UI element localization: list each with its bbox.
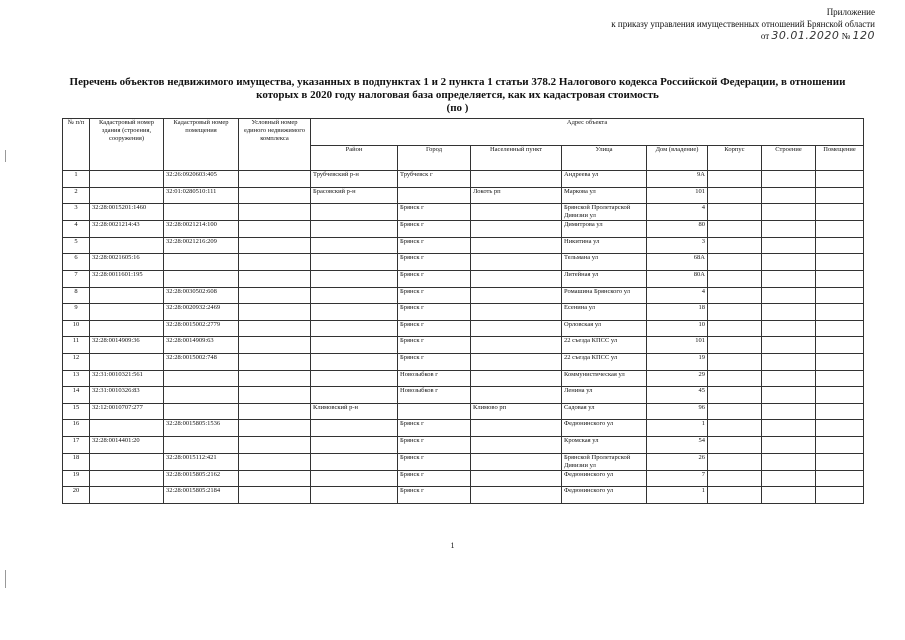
cell-num: 13	[63, 370, 90, 387]
cell-stroenie	[762, 470, 816, 487]
table-row	[63, 304, 864, 321]
cell-premise-cadastral: 32:28:0014909:63	[164, 337, 239, 354]
cell-district	[311, 221, 398, 238]
cell-premise-cadastral	[164, 436, 239, 453]
cell-stroenie	[762, 254, 816, 271]
cell-house: 18	[647, 304, 708, 321]
cell-district: Брасовский р-н	[311, 187, 398, 204]
cell-premise-cadastral: 32:01:0280510:111	[164, 187, 239, 204]
margin-mark	[5, 150, 6, 162]
cell-pomeshchenie	[816, 453, 864, 470]
cell-building-cadastral: 32:28:0021214:43	[90, 221, 164, 238]
cell-city: Брянск г	[398, 221, 471, 238]
cell-street: Ромашина Брянского ул	[562, 287, 647, 304]
cell-district	[311, 387, 398, 404]
cell-building-cadastral: 32:31:0010321:561	[90, 370, 164, 387]
cell-city: Новозыбков г	[398, 370, 471, 387]
cell-num: 10	[63, 320, 90, 337]
table-row	[63, 221, 864, 238]
cell-stroenie	[762, 436, 816, 453]
cell-district	[311, 420, 398, 437]
cell-pomeshchenie	[816, 287, 864, 304]
cell-korpus	[708, 487, 762, 504]
cell-city: Брянск г	[398, 270, 471, 287]
cell-pomeshchenie	[816, 320, 864, 337]
table-row	[63, 387, 864, 404]
cell-house: 1	[647, 487, 708, 504]
cell-complex-number	[239, 353, 311, 370]
cell-city: Трубчевск г	[398, 171, 471, 188]
cell-korpus	[708, 436, 762, 453]
cell-complex-number	[239, 436, 311, 453]
cell-complex-number	[239, 453, 311, 470]
table-row	[63, 337, 864, 354]
cell-stroenie	[762, 171, 816, 188]
table-row	[63, 470, 864, 487]
cell-street: Федюнинского ул	[562, 470, 647, 487]
cell-num: 18	[63, 453, 90, 470]
cell-premise-cadastral	[164, 403, 239, 420]
cell-num: 20	[63, 487, 90, 504]
cell-street: Брянской Пролетарской Дивизии ул	[562, 204, 647, 221]
cell-num: 15	[63, 403, 90, 420]
cell-street: Никитина ул	[562, 237, 647, 254]
cell-pomeshchenie	[816, 304, 864, 321]
cell-street: Есенина ул	[562, 304, 647, 321]
cell-district	[311, 353, 398, 370]
cell-street: Димитрова ул	[562, 221, 647, 238]
cell-korpus	[708, 187, 762, 204]
cell-house: 7	[647, 470, 708, 487]
cell-building-cadastral: 32:31:0010326:83	[90, 387, 164, 404]
cell-street: Литейная ул	[562, 270, 647, 287]
cell-city: Брянск г	[398, 320, 471, 337]
cell-complex-number	[239, 187, 311, 204]
cell-city	[398, 187, 471, 204]
header-locality: Населенный пункт	[471, 146, 562, 171]
cell-korpus	[708, 221, 762, 238]
cell-premise-cadastral: 32:28:0015805:1536	[164, 420, 239, 437]
cell-complex-number	[239, 487, 311, 504]
cell-building-cadastral	[90, 171, 164, 188]
cell-pomeshchenie	[816, 387, 864, 404]
cell-complex-number	[239, 403, 311, 420]
cell-house: 45	[647, 387, 708, 404]
number-sign: №	[841, 31, 851, 41]
header-house: Дом (владение)	[647, 146, 708, 171]
handwritten-number: 120	[852, 29, 875, 42]
cell-stroenie	[762, 237, 816, 254]
cell-city: Брянск г	[398, 237, 471, 254]
cell-house: 9А	[647, 171, 708, 188]
cell-korpus	[708, 337, 762, 354]
cell-stroenie	[762, 287, 816, 304]
cell-house: 4	[647, 287, 708, 304]
table-row	[63, 403, 864, 420]
cell-stroenie	[762, 270, 816, 287]
cell-stroenie	[762, 304, 816, 321]
cell-pomeshchenie	[816, 420, 864, 437]
cell-house: 10	[647, 320, 708, 337]
cell-stroenie	[762, 403, 816, 420]
cell-building-cadastral	[90, 187, 164, 204]
cell-district	[311, 320, 398, 337]
cell-district: Климовский р-н	[311, 403, 398, 420]
header-building-cadastral: Кадастровый номер здания (строения, сооружения)	[90, 119, 164, 171]
cell-premise-cadastral: 32:28:0030502:608	[164, 287, 239, 304]
header-city: Город	[398, 146, 471, 171]
cell-stroenie	[762, 320, 816, 337]
cell-street: Федюнинского ул	[562, 487, 647, 504]
cell-complex-number	[239, 270, 311, 287]
cell-stroenie	[762, 370, 816, 387]
cell-premise-cadastral: 32:28:0020932:2469	[164, 304, 239, 321]
cell-building-cadastral: 32:28:0014401:20	[90, 436, 164, 453]
cell-district	[311, 436, 398, 453]
cell-house: 26	[647, 453, 708, 470]
cell-district	[311, 270, 398, 287]
title-line-2: которых в 2020 году налоговая база определяется, как их кадастровая стоимость	[256, 89, 659, 101]
cell-num: 5	[63, 237, 90, 254]
cell-stroenie	[762, 353, 816, 370]
cell-complex-number	[239, 370, 311, 387]
cell-premise-cadastral: 32:28:0021214:100	[164, 221, 239, 238]
table-row	[63, 353, 864, 370]
cell-complex-number	[239, 287, 311, 304]
table-row	[63, 287, 864, 304]
cell-locality	[471, 436, 562, 453]
cell-district	[311, 304, 398, 321]
cell-building-cadastral	[90, 320, 164, 337]
cell-complex-number	[239, 254, 311, 271]
order-reference: к приказу управления имущественных отношений Брянской области	[611, 19, 875, 29]
cell-complex-number	[239, 420, 311, 437]
cell-house: 54	[647, 436, 708, 453]
appendix-note	[611, 6, 875, 42]
cell-complex-number	[239, 237, 311, 254]
cell-street: Садовая ул	[562, 403, 647, 420]
margin-mark	[5, 570, 6, 588]
cell-complex-number	[239, 204, 311, 221]
table-row	[63, 254, 864, 271]
cell-building-cadastral	[90, 470, 164, 487]
cell-premise-cadastral	[164, 270, 239, 287]
cell-street: 22 съезда КПСС ул	[562, 337, 647, 354]
cell-house: 29	[647, 370, 708, 387]
cell-num: 8	[63, 287, 90, 304]
cell-korpus	[708, 270, 762, 287]
cell-building-cadastral: 32:28:0015201:1460	[90, 204, 164, 221]
cell-locality	[471, 270, 562, 287]
cell-premise-cadastral	[164, 370, 239, 387]
cell-stroenie	[762, 204, 816, 221]
cell-num: 1	[63, 171, 90, 188]
cell-num: 12	[63, 353, 90, 370]
cell-building-cadastral	[90, 420, 164, 437]
cell-korpus	[708, 320, 762, 337]
cell-stroenie	[762, 387, 816, 404]
cell-num: 3	[63, 204, 90, 221]
cell-building-cadastral: 32:28:0014909:36	[90, 337, 164, 354]
cell-district	[311, 487, 398, 504]
cell-premise-cadastral	[164, 204, 239, 221]
cell-city: Брянск г	[398, 420, 471, 437]
header-korpus: Корпус	[708, 146, 762, 171]
cell-building-cadastral	[90, 304, 164, 321]
cell-locality	[471, 204, 562, 221]
cell-street: Брянской Пролетарской Дивизии ул	[562, 453, 647, 470]
cell-premise-cadastral: 32:28:0015805:2184	[164, 487, 239, 504]
cell-stroenie	[762, 453, 816, 470]
cell-complex-number	[239, 387, 311, 404]
cell-premise-cadastral: 32:28:0015112:421	[164, 453, 239, 470]
cell-num: 7	[63, 270, 90, 287]
cell-complex-number	[239, 304, 311, 321]
cell-locality	[471, 287, 562, 304]
cell-locality	[471, 304, 562, 321]
cell-pomeshchenie	[816, 254, 864, 271]
table-row	[63, 187, 864, 204]
cell-building-cadastral	[90, 287, 164, 304]
cell-premise-cadastral	[164, 387, 239, 404]
cell-house: 101	[647, 187, 708, 204]
cell-korpus	[708, 254, 762, 271]
cell-num: 6	[63, 254, 90, 271]
cell-street: Маркова ул	[562, 187, 647, 204]
header-street: Улица	[562, 146, 647, 171]
cell-locality	[471, 320, 562, 337]
cell-locality	[471, 254, 562, 271]
header-stroenie: Строение	[762, 146, 816, 171]
cell-korpus	[708, 387, 762, 404]
table-row	[63, 436, 864, 453]
cell-pomeshchenie	[816, 470, 864, 487]
cell-num: 14	[63, 387, 90, 404]
cell-korpus	[708, 353, 762, 370]
table-row	[63, 171, 864, 188]
cell-complex-number	[239, 221, 311, 238]
property-table	[62, 118, 864, 504]
cell-locality	[471, 420, 562, 437]
cell-premise-cadastral: 32:28:0021216:209	[164, 237, 239, 254]
cell-stroenie	[762, 187, 816, 204]
cell-korpus	[708, 204, 762, 221]
cell-city: Брянск г	[398, 453, 471, 470]
cell-complex-number	[239, 337, 311, 354]
cell-house: 68А	[647, 254, 708, 271]
cell-house: 101	[647, 337, 708, 354]
header-num: № п/п	[63, 119, 90, 171]
cell-num: 11	[63, 337, 90, 354]
table-row	[63, 370, 864, 387]
cell-house: 80	[647, 221, 708, 238]
cell-building-cadastral: 32:28:0021605:16	[90, 254, 164, 271]
cell-house: 19	[647, 353, 708, 370]
cell-stroenie	[762, 487, 816, 504]
header-district: Район	[311, 146, 398, 171]
cell-pomeshchenie	[816, 270, 864, 287]
cell-district	[311, 470, 398, 487]
cell-city: Брянск г	[398, 204, 471, 221]
cell-building-cadastral	[90, 487, 164, 504]
cell-building-cadastral	[90, 237, 164, 254]
cell-street: Федюнинского ул	[562, 420, 647, 437]
cell-locality	[471, 353, 562, 370]
title-line-3: (по )	[446, 102, 469, 114]
cell-district	[311, 204, 398, 221]
header-pomeshchenie: Помещение	[816, 146, 864, 171]
cell-street: Тельмана ул	[562, 254, 647, 271]
table-row	[63, 453, 864, 470]
cell-korpus	[708, 287, 762, 304]
cell-stroenie	[762, 420, 816, 437]
cell-pomeshchenie	[816, 221, 864, 238]
cell-street: Коммунистическая ул	[562, 370, 647, 387]
cell-num: 2	[63, 187, 90, 204]
title-line-1: Перечень объектов недвижимого имущества, указанных в подпунктах 1 и 2 пункта 1 статьи 378.2 Налогового кодекса Российской Федерации, в отношении	[69, 76, 846, 88]
cell-num: 19	[63, 470, 90, 487]
cell-district	[311, 337, 398, 354]
cell-house: 3	[647, 237, 708, 254]
cell-locality	[471, 337, 562, 354]
cell-locality: Климово рп	[471, 403, 562, 420]
cell-locality	[471, 387, 562, 404]
cell-num: 16	[63, 420, 90, 437]
page-number: 1	[450, 541, 455, 550]
cell-locality	[471, 470, 562, 487]
cell-street: Ленина ул	[562, 387, 647, 404]
cell-stroenie	[762, 337, 816, 354]
table-row	[63, 270, 864, 287]
cell-city: Брянск г	[398, 470, 471, 487]
table-row	[63, 237, 864, 254]
table-row	[63, 487, 864, 504]
document-title	[40, 76, 875, 115]
cell-city	[398, 403, 471, 420]
cell-korpus	[708, 304, 762, 321]
cell-pomeshchenie	[816, 237, 864, 254]
cell-complex-number	[239, 171, 311, 188]
cell-stroenie	[762, 221, 816, 238]
cell-korpus	[708, 420, 762, 437]
cell-locality	[471, 171, 562, 188]
cell-locality	[471, 370, 562, 387]
cell-premise-cadastral: 32:26:0920603:405	[164, 171, 239, 188]
cell-building-cadastral	[90, 353, 164, 370]
cell-korpus	[708, 403, 762, 420]
cell-korpus	[708, 470, 762, 487]
table-row	[63, 204, 864, 221]
cell-district	[311, 254, 398, 271]
cell-korpus	[708, 453, 762, 470]
cell-pomeshchenie	[816, 187, 864, 204]
cell-district	[311, 237, 398, 254]
cell-locality: Локоть рп	[471, 187, 562, 204]
cell-building-cadastral	[90, 453, 164, 470]
cell-korpus	[708, 370, 762, 387]
cell-district	[311, 453, 398, 470]
cell-city: Брянск г	[398, 487, 471, 504]
cell-locality	[471, 237, 562, 254]
cell-pomeshchenie	[816, 403, 864, 420]
cell-premise-cadastral: 32:28:0015002:2779	[164, 320, 239, 337]
cell-city: Брянск г	[398, 287, 471, 304]
order-date-line	[611, 30, 875, 42]
handwritten-date: 30.01.2020	[771, 29, 840, 42]
cell-district	[311, 370, 398, 387]
cell-house: 4	[647, 204, 708, 221]
cell-locality	[471, 487, 562, 504]
appendix-label: Приложение	[826, 7, 875, 17]
header-premise-cadastral: Кадастровый номер помещения	[164, 119, 239, 171]
header-address: Адрес объекта	[311, 119, 864, 146]
table-body	[63, 171, 864, 504]
cell-city: Брянск г	[398, 337, 471, 354]
cell-premise-cadastral: 32:28:0015002:748	[164, 353, 239, 370]
cell-locality	[471, 453, 562, 470]
cell-street: Орловская ул	[562, 320, 647, 337]
cell-street: 22 съезда КПСС ул	[562, 353, 647, 370]
table-row	[63, 420, 864, 437]
cell-complex-number	[239, 320, 311, 337]
cell-house: 1	[647, 420, 708, 437]
cell-street: Андреева ул	[562, 171, 647, 188]
cell-street: Кромская ул	[562, 436, 647, 453]
cell-locality	[471, 221, 562, 238]
cell-building-cadastral: 32:28:0011601:195	[90, 270, 164, 287]
cell-city: Брянск г	[398, 353, 471, 370]
cell-district	[311, 287, 398, 304]
cell-house: 80А	[647, 270, 708, 287]
cell-korpus	[708, 171, 762, 188]
cell-num: 17	[63, 436, 90, 453]
cell-pomeshchenie	[816, 171, 864, 188]
cell-district: Трубчевский р-н	[311, 171, 398, 188]
cell-house: 96	[647, 403, 708, 420]
cell-pomeshchenie	[816, 353, 864, 370]
cell-pomeshchenie	[816, 204, 864, 221]
cell-num: 9	[63, 304, 90, 321]
cell-city: Брянск г	[398, 254, 471, 271]
cell-city: Новозыбков г	[398, 387, 471, 404]
cell-korpus	[708, 237, 762, 254]
cell-pomeshchenie	[816, 337, 864, 354]
cell-premise-cadastral: 32:28:0015805:2162	[164, 470, 239, 487]
table-row	[63, 320, 864, 337]
cell-city: Брянск г	[398, 436, 471, 453]
header-complex-number: Условный номер единого недвижимого комплекса	[239, 119, 311, 171]
cell-num: 4	[63, 221, 90, 238]
cell-premise-cadastral	[164, 254, 239, 271]
cell-pomeshchenie	[816, 436, 864, 453]
cell-pomeshchenie	[816, 487, 864, 504]
cell-building-cadastral: 32:12:0010707:277	[90, 403, 164, 420]
cell-complex-number	[239, 470, 311, 487]
cell-city: Брянск г	[398, 304, 471, 321]
date-prefix: от	[760, 31, 770, 41]
cell-pomeshchenie	[816, 370, 864, 387]
